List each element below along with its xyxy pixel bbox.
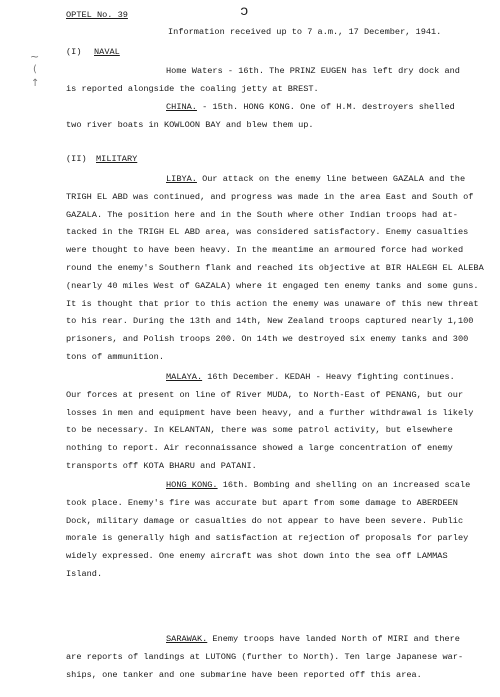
text-line: nothing to report. Air reconnaissance showed a large concentration of enemy [66,443,453,454]
china-paragraph [66,99,455,135]
military-heading-number: (II) [66,154,87,164]
text-line: round the enemy's Southern flank and reached its objective at BIR HALEGH EL ALEBA [66,262,484,273]
text-line: to be necessary. In KELANTAN, there was some patrol activity, but elsewhere [66,425,453,436]
text-line: - 15th. HONG KONG. One of H.M. destroyers shelled [196,102,455,112]
text-line: Enemy troops have landed North of MIRI and there [207,634,460,644]
text-line: morale is generally high and satisfaction at rejection of proposals for parley [66,533,469,544]
text-line: to his rear. During the 13th and 14th, New Zealand troops captured nearly 1,100 [66,316,474,327]
home-waters-paragraph [66,63,460,99]
sarawak-paragraph [66,631,463,684]
china-label: CHINA. [166,102,197,112]
naval-heading-number: (I) [66,47,82,57]
text-line: took place. Enemy's fire was accurate but apart from some damage to ABERDEEN [66,497,458,508]
text-line: (nearly 40 miles West of GAZALA) where it engaged ten enemy tanks and some guns. [66,280,479,291]
text-line: transports off KOTA BHARU and PATANI. [66,460,257,471]
text-line: widely expressed. One enemy aircraft was shot down into the sea off LAMMAS [66,551,448,562]
margin-mark: ~ [30,50,40,63]
hong-kong-paragraph [66,477,470,584]
text-line: Home Waters - 16th. The PRINZ EUGEN has left dry dock and [166,66,460,76]
libya-label: LIBYA. [166,174,197,184]
text-line: GAZALA. The position here and in the South where other Indian troops had at- [66,209,458,220]
hong-kong-label: HONG KONG. [166,480,218,490]
text-line: It is thought that prior to this action the enemy was unaware of this new threat [66,298,479,309]
margin-mark: ↑ [31,78,40,89]
information-line: Information received up to 7 a.m., 17 December, 1941. [168,27,442,37]
text-line: tacked in the TRIGH EL ABD area, was considered satisfactory. Enemy casualties [66,227,469,238]
text-line: Our attack on the enemy line between GAZALA and the [196,174,466,184]
text-line: were thought to have been heavy. In the meantime an armoured force had worked [66,245,464,256]
malaya-label: MALAYA. [166,372,203,382]
text-line: 16th. Bombing and shelling on an increased scale [217,480,471,490]
military-heading: MILITARY [96,154,138,164]
text-line: losses in men and equipment have been heavy, and a further withdrawal is likely [66,407,474,418]
malaya-paragraph [66,369,473,476]
text-line: ships, one tanker and one submarine have been reported off this area. [66,669,422,680]
sarawak-label: SARAWAK. [166,634,208,644]
stamp-mark: ɔ [240,4,249,20]
text-line: two river boats in KOWLOON BAY and blew them up. [66,119,314,130]
text-line: is reported alongside the coaling jetty at BREST. [66,83,319,94]
margin-mark: ( [33,64,37,75]
naval-heading: NAVAL [94,47,120,57]
text-line: Our forces at present on line of River MUDA, to North-East of PENANG, but our [66,389,464,400]
text-line: 16th December. KEDAH - Heavy fighting continues. [202,372,455,382]
libya-paragraph [66,171,484,367]
text-line: tons of ammunition. [66,351,164,362]
text-line: are reports of landings at LUTONG (further to North). Ten large Japanese war- [66,651,464,662]
text-line: TRIGH EL ABD was continued, and progress was made in the area East and South of [66,191,474,202]
text-line: prisoners, and Polish troops 200. On 14th we destroyed six enemy tanks and 300 [66,334,469,345]
document-reference: OPTEL No. 39 [66,10,128,20]
text-line: Island. [66,568,103,579]
text-line: Dock, military damage or casualties do not appear to have been severe. Public [66,515,464,526]
